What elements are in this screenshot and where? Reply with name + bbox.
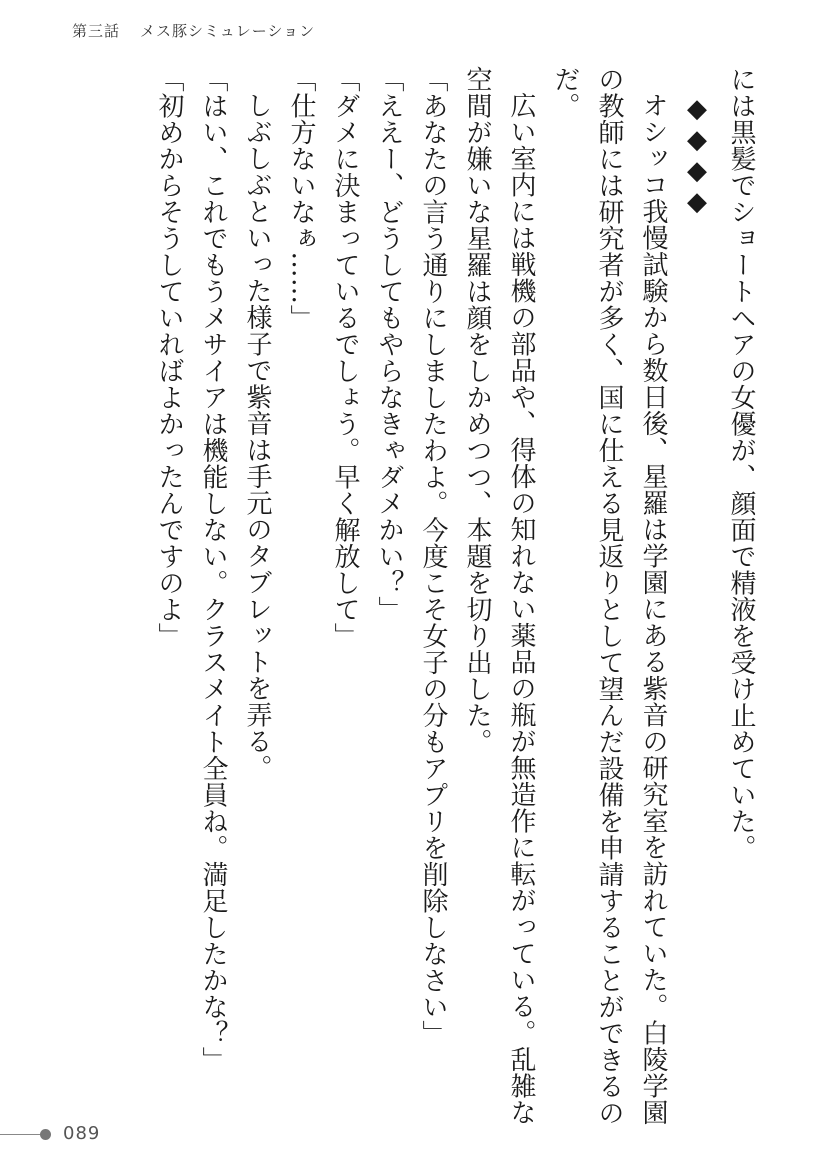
page-footer <box>0 1120 200 1150</box>
footer-rule <box>0 1134 40 1135</box>
footer-dot-icon <box>40 1129 51 1140</box>
chapter-title: メス豚シミュレーション <box>140 22 316 40</box>
dialogue-line: 「ダメに決まっているでしょう。早く解放して」 <box>330 66 360 649</box>
text-line: 空間が嫌いな星羅は顔をしかめつつ、本題を切り出した。 <box>462 66 492 755</box>
text-line: オシッコ我慢試験から数日後、星羅は学園にある紫音の研究室を訪れていた。白陵学園 <box>638 92 668 1126</box>
chapter-label: 第三話 <box>72 22 121 40</box>
dialogue-line: 「初めからそうしていればよかったんですのよ」 <box>154 66 184 649</box>
text-line: 広い室内には戦機の部品や、得体の知れない薬品の瓶が無造作に転がっている。乱雑な <box>506 92 536 1126</box>
page-number: 089 <box>63 1123 101 1144</box>
running-head <box>72 20 315 41</box>
dialogue-line: 「あなたの言う通りにしましたわよ。今度こそ女子の分もアプリを削除しなさい」 <box>418 66 448 1047</box>
text-line: には黒髪でショートヘアの女優が、顔面で精液を受け止めていた。 <box>726 66 756 861</box>
text-line: だ。 <box>550 66 580 119</box>
dialogue-line: 「仕方ないなぁ……」 <box>286 66 316 331</box>
vertical-body-text <box>58 66 763 1126</box>
text-line: しぶしぶといった様子で紫音は手元のタブレットを弄る。 <box>242 92 272 781</box>
dialogue-line: 「ええー、どうしてもやらなきゃダメかい？」 <box>374 66 404 623</box>
dialogue-line: 「はい、これでもうメサイアは機能しない。クラスメイト全員ね。満足したかな？」 <box>198 66 228 1073</box>
section-break-diamonds: ◆◆◆◆ <box>682 94 712 218</box>
text-line: の教師には研究者が多く、国に仕える見返りとして望んだ設備を申請することができるの <box>594 66 624 1126</box>
